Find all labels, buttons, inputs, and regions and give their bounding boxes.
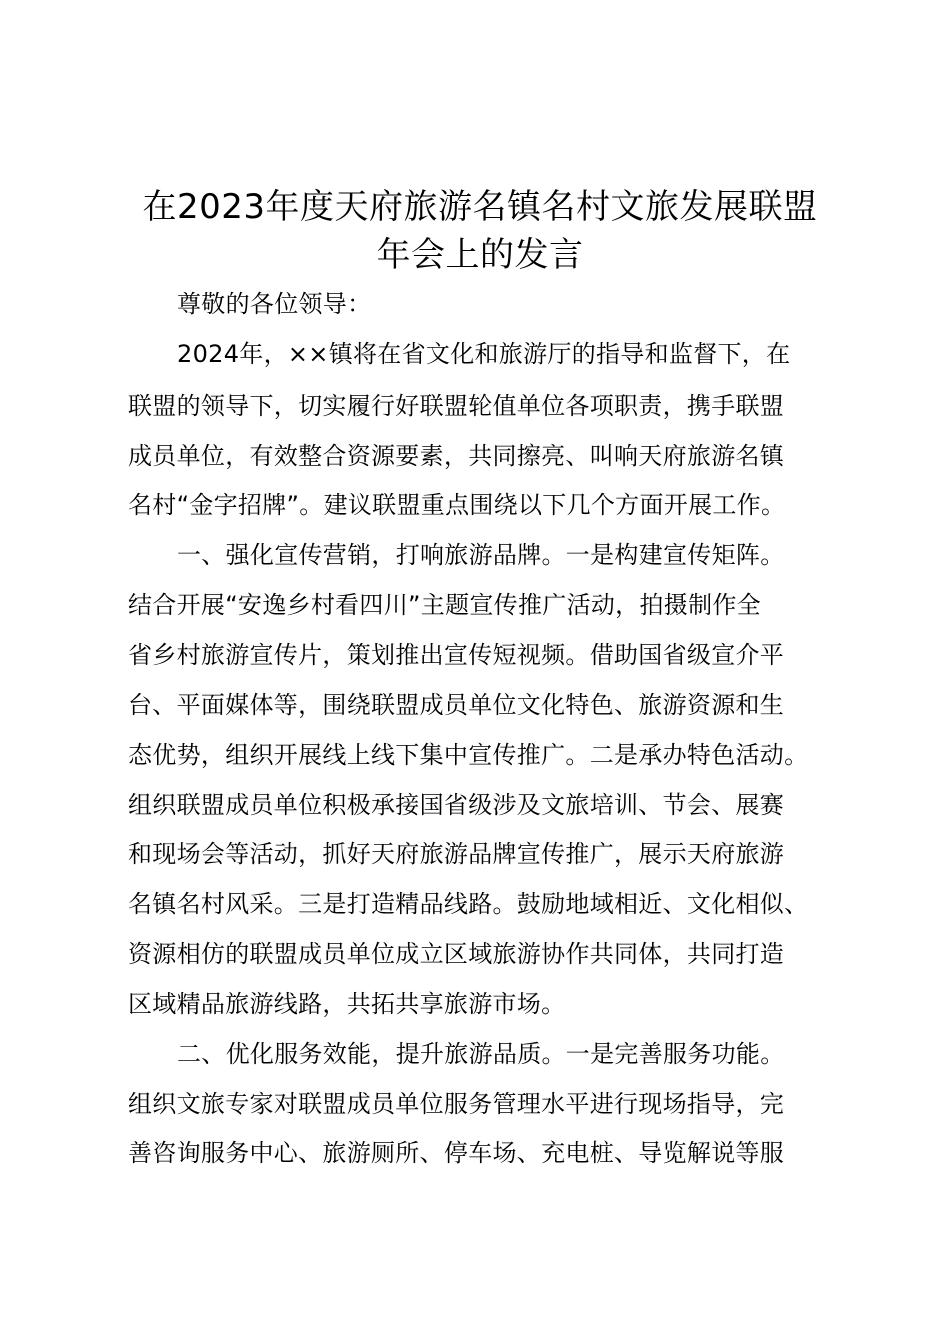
paragraph-line: 一、强化宣传营销，打响旅游品牌。一是构建宣传矩阵。 xyxy=(177,541,785,569)
paragraph-line: 联盟的领导下，切实履行好联盟轮值单位各项职责，携手联盟 xyxy=(128,392,785,420)
paragraph-line: 组织文旅专家对联盟成员单位服务管理水平进行现场指导，完 xyxy=(128,1090,785,1118)
paragraph-line: 组织联盟成员单位积极承接国省级涉及文旅培训、节会、展赛 xyxy=(128,791,785,819)
salutation: 尊敬的各位领导： xyxy=(177,290,372,318)
paragraph-line: 名村“金字招牌”。建议联盟重点围绕以下几个方面开展工作。 xyxy=(128,491,786,519)
paragraph-line: 2024年，××镇将在省文化和旅游厅的指导和监督下，在 xyxy=(177,340,791,368)
paragraph-line: 省乡村旅游宣传片，策划推出宣传短视频。借助国省级宣介平 xyxy=(128,641,785,669)
paragraph-line: 资源相仿的联盟成员单位成立区域旅游协作共同体，共同打造 xyxy=(128,940,785,968)
paragraph-line: 名镇名村风采。三是打造精品线路。鼓励地域相近、文化相似、 xyxy=(128,890,809,918)
paragraph-line: 二、优化服务效能，提升旅游品质。一是完善服务功能。 xyxy=(177,1040,785,1068)
paragraph-line: 善咨询服务中心、旅游厕所、停车场、充电桩、导览解说等服 xyxy=(128,1139,785,1167)
paragraph-line: 台、平面媒体等，围绕联盟成员单位文化特色、旅游资源和生 xyxy=(128,691,785,719)
paragraph-line: 区域精品旅游线路，共拓共享旅游市场。 xyxy=(128,990,566,1018)
paragraph-line: 成员单位，有效整合资源要素，共同擦亮、叫响天府旅游名镇 xyxy=(128,442,785,470)
document-title-line-2: 年会上的发言 xyxy=(376,235,584,275)
paragraph-line: 态优势，组织开展线上线下集中宣传推广。二是承办特色活动。 xyxy=(128,741,809,769)
paragraph-line: 结合开展“安逸乡村看四川”主题宣传推广活动，拍摄制作全 xyxy=(128,591,761,619)
paragraph-line: 和现场会等活动，抓好天府旅游品牌宣传推广，展示天府旅游 xyxy=(128,840,785,868)
document-title-line-1: 在2023年度天府旅游名镇名村文旅发展联盟 xyxy=(142,187,818,227)
